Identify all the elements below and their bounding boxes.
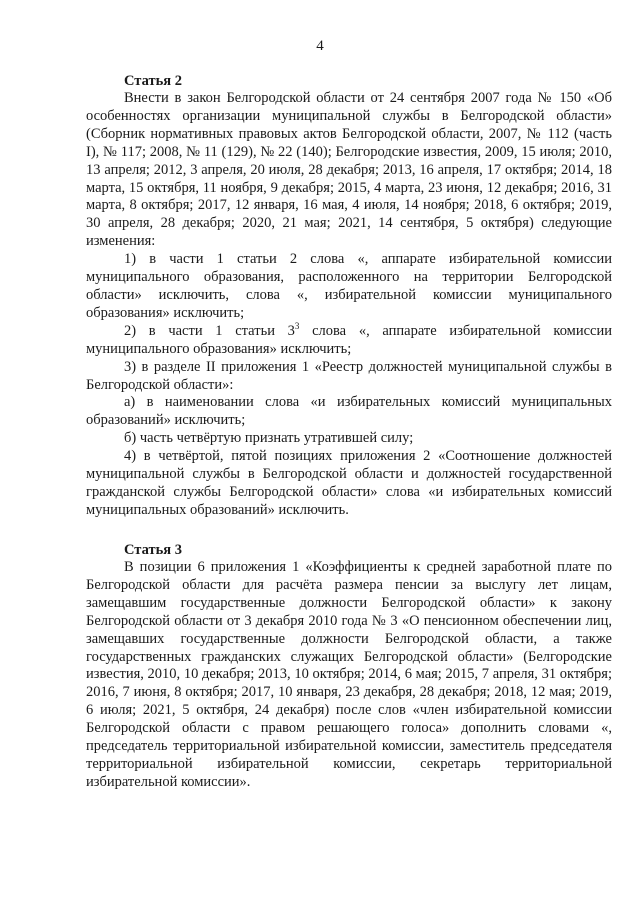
article-2-intro: Внести в закон Белгородской области от 24 сентября 2007 года № 150 «Об особенностях организации муниципальной службы в Белгородской области» (Сборник нормативных правовых актов Белгородской области, 2007, № 112 (часть I), № 117; 2008, № 11 (129), № 22 (140); Белгородские известия, 2009, 15 июля; 2010, 13 апреля; 2012, 3 апреля, 20 июля, 28 декабря; 2013, 16 апреля, 17 октября; 2014, 18 марта, 15 октября, 11 ноября, 9 декабря; 2015, 4 марта, 23 июня, 12 декабря; 2016, 31 марта, 8 октября; 2017, 12 января, 16 мая, 4 июля, 14 ноября; 2018, 6 октября; 2019, 30 апреля, 28 декабря; 2020, 21 мая; 2021, 14 сентября, 5 октября) следующие изменения: xyxy=(86,90,612,250)
article-2-item-1: 1) в части 1 статьи 2 слова «, аппарате избирательной комиссии муниципального образования, расположенного на территории Белгородской области» исключить, слова «, избирательной комиссии муниципального образования» исключить; xyxy=(86,251,612,321)
article-3-text: В позиции 6 приложения 1 «Коэффициенты к средней заработной плате по Белгородской области для расчёта размера пенсии за выслугу лет лицам, замещавшим государственные должности Белгородской области» к закону Белгородской области от 3 декабря 2010 года № 3 «О пенсионном обеспечении лиц, замещавших государственные должности Белгородской области, а также государственных гражданских служащих Белгородской области» (Белгородские известия, 2010, 10 декабря; 2013, 10 октября; 2014, 6 мая; 2015, 7 апреля, 31 октября; 2016, 7 июня, 8 октября; 2017, 10 января, 23 декабря, 28 декабря; 2018, 12 мая; 2019, 6 июля; 2021, 5 октября, 24 декабря) после слов «член избирательной комиссии Белгородской области с правом решающего голоса» дополнить словами «, председатель территориальной избирательной комиссии, заместитель председателя территориальной избирательной комиссии, секретарь территориальной избирательной комиссии». xyxy=(86,559,612,790)
item-2-before: 2) в части 1 статьи 3 xyxy=(124,322,295,339)
article-2-item-3: 3) в разделе II приложения 1 «Реестр должностей муниципальной службы в Белгородской области»: xyxy=(86,358,612,393)
article-2-item-2 xyxy=(86,320,613,359)
article-3-title: Статья 3 xyxy=(124,542,182,558)
item-2-superscript: 3 xyxy=(294,320,300,331)
article-2 xyxy=(86,72,612,520)
article-2-title: Статья 2 xyxy=(124,73,182,89)
item-2-after: слова «, аппарате избирательной комиссии муниципального образования» исключить; xyxy=(86,322,613,357)
article-2-item-3a: а) в наименовании слова «и избирательных комиссий муниципальных образований» исключить; xyxy=(86,394,612,429)
page-number: 4 xyxy=(316,38,324,54)
article-2-item-3b: б) часть четвёртую признать утратившей силу; xyxy=(124,430,414,447)
article-2-item-4: 4) в четвёртой, пятой позициях приложения 2 «Соотношение должностей муниципальной службы в Белгородской области и должностей государственной гражданской службы Белгородской области» слова «и избирательных комиссий муниципальных образований» исключить. xyxy=(86,448,612,518)
article-3 xyxy=(86,541,612,792)
